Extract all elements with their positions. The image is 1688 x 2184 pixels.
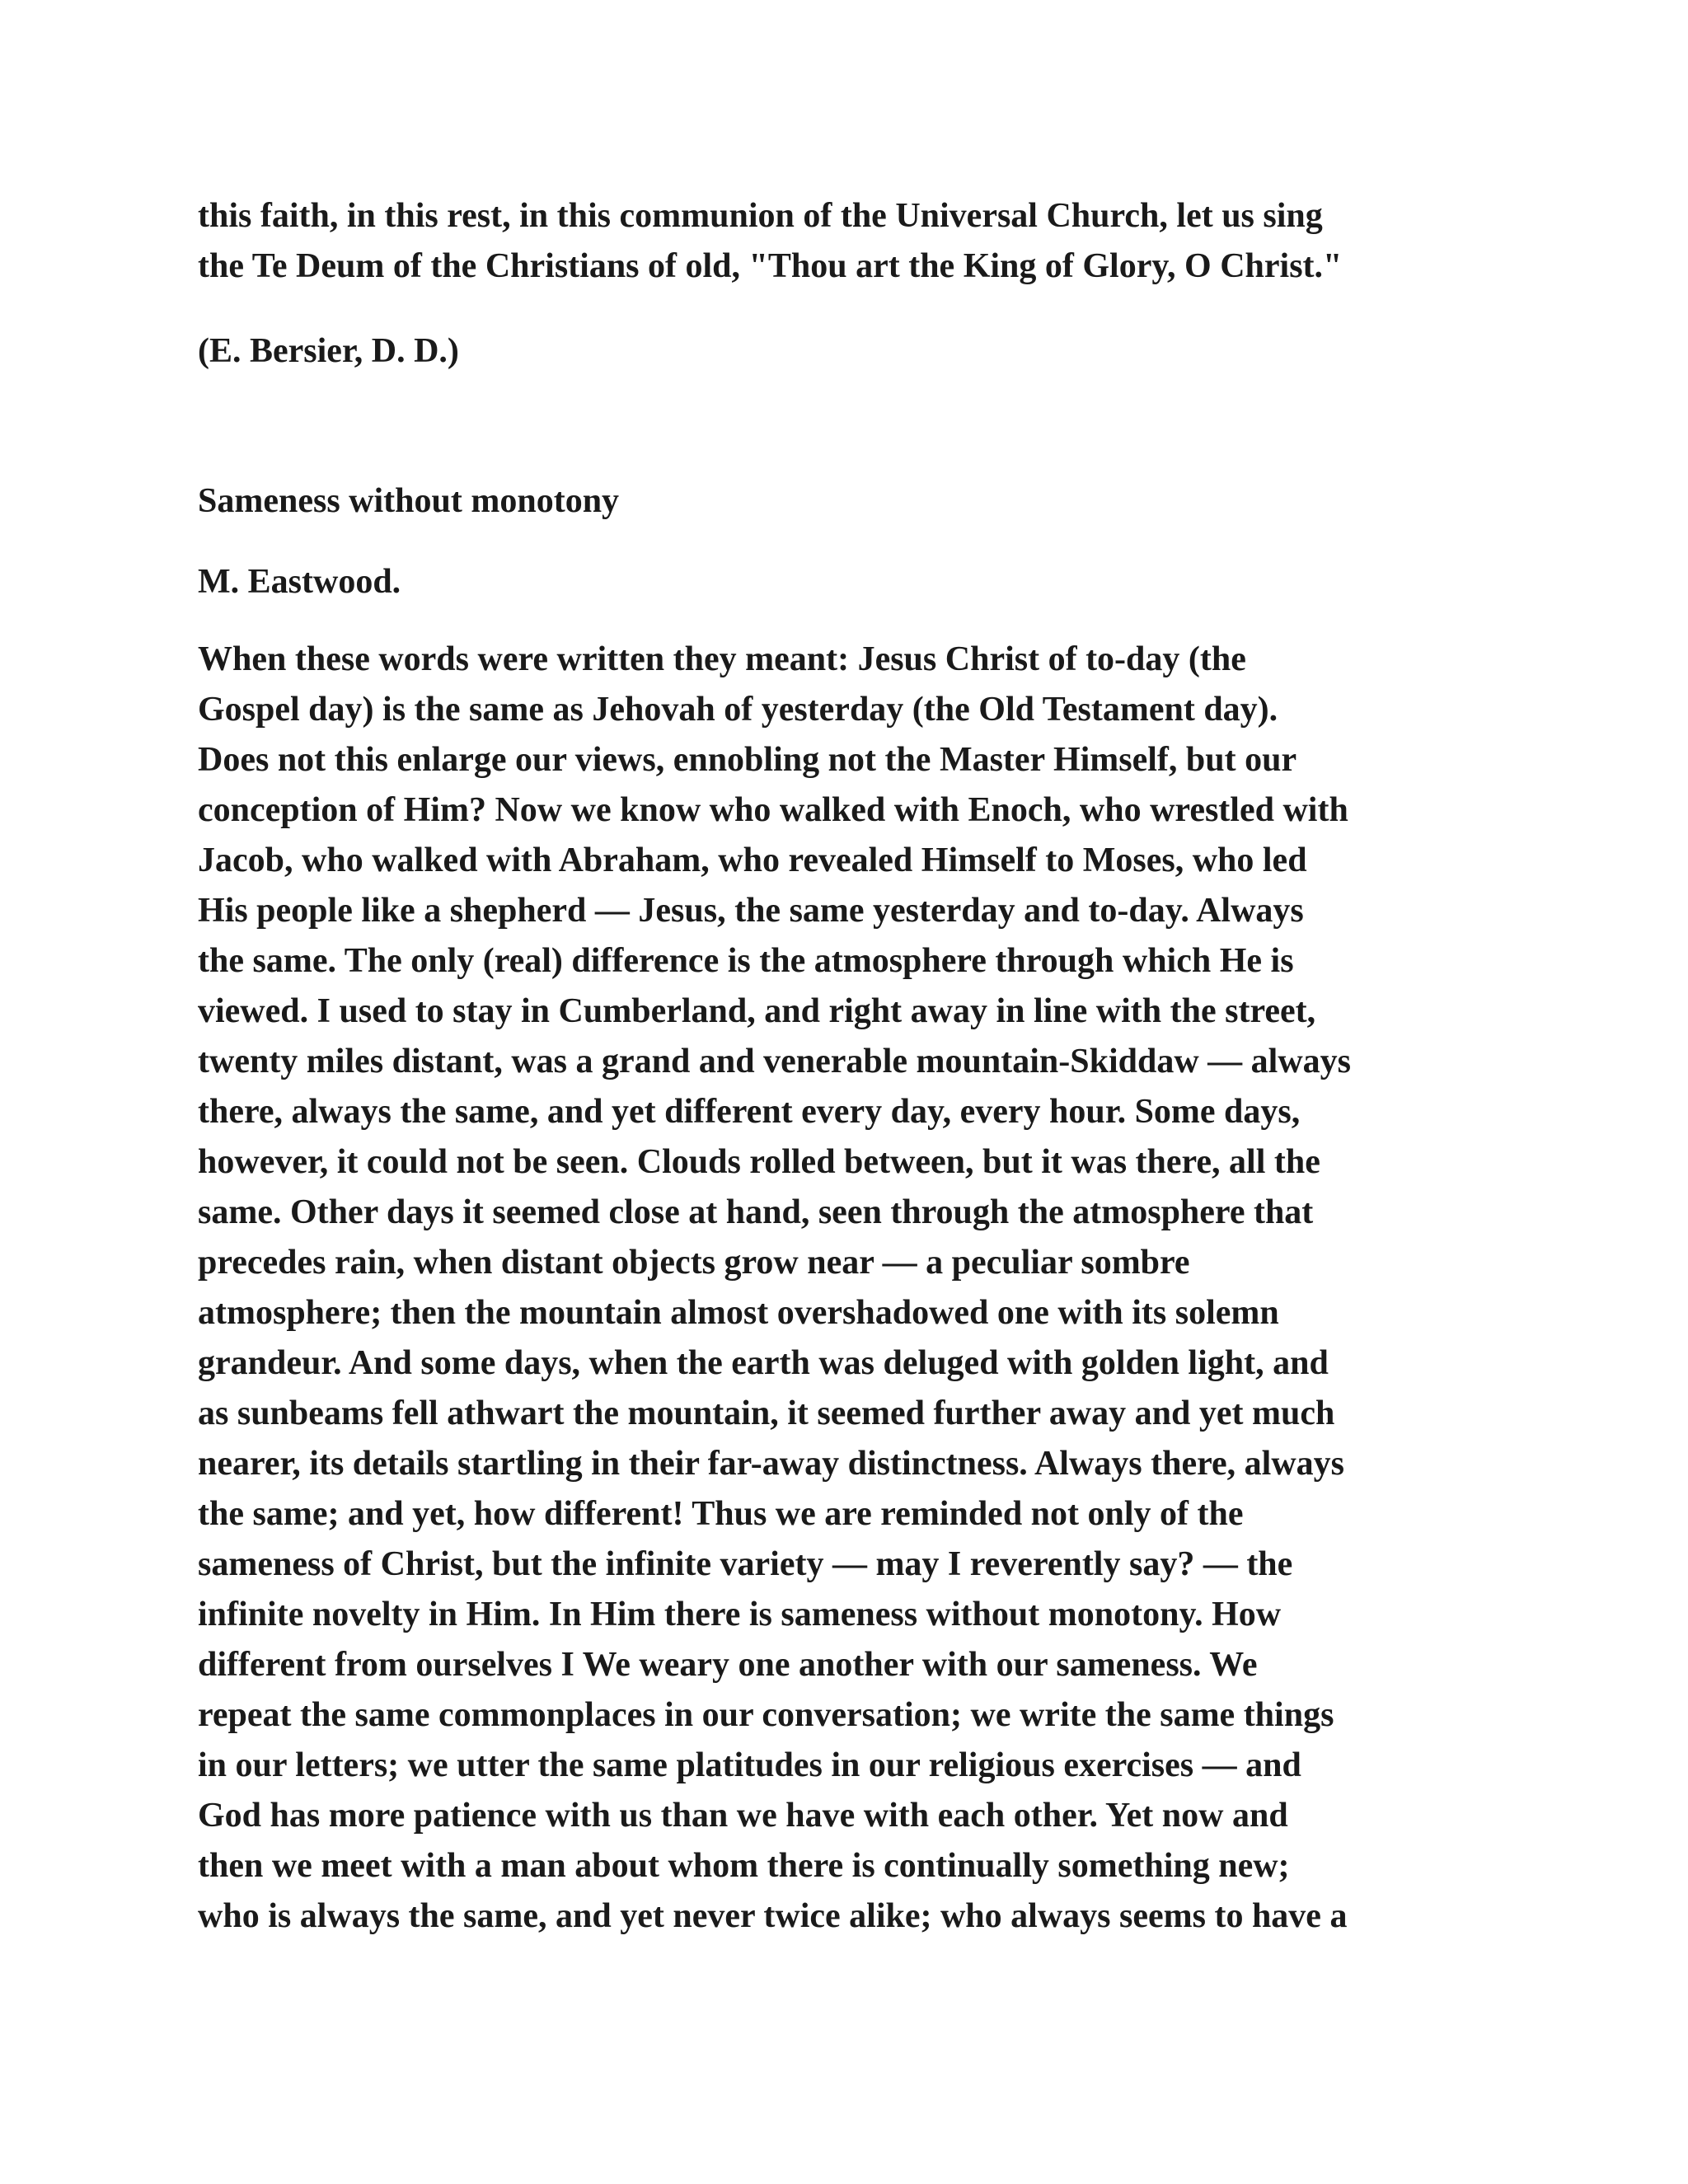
body-paragraph — [198, 635, 1500, 1942]
body-line: the same. The only (real) difference is the atmosphere through which He is — [198, 942, 1294, 980]
body-line: conception of Him? Now we know who walked with Enoch, who wrestled with — [198, 791, 1348, 829]
attribution: (E. Bersier, D. D.) — [198, 332, 459, 370]
body-line: atmosphere; then the mountain almost overshadowed one with its solemn — [198, 1294, 1279, 1332]
intro-line: this faith, in this rest, in this communion of the Universal Church, let us sing — [198, 197, 1323, 235]
body-line: however, it could not be seen. Clouds rolled between, but it was there, all the — [198, 1143, 1320, 1181]
body-line: His people like a shepherd — Jesus, the same yesterday and to-day. Always — [198, 892, 1304, 930]
section-author: M. Eastwood. — [198, 563, 401, 601]
body-line: as sunbeams fell athwart the mountain, it seemed further away and yet much — [198, 1394, 1335, 1432]
body-line: Jacob, who walked with Abraham, who revealed Himself to Moses, who led — [198, 841, 1307, 879]
body-line: viewed. I used to stay in Cumberland, and right away in line with the street, — [198, 992, 1316, 1030]
body-line: God has more patience with us than we have with each other. Yet now and — [198, 1797, 1288, 1835]
body-line: in our letters; we utter the same platitudes in our religious exercises — and — [198, 1746, 1301, 1784]
body-line: the same; and yet, how different! Thus we are reminded not only of the — [198, 1495, 1244, 1533]
body-line: who is always the same, and yet never twice alike; who always seems to have a — [198, 1897, 1348, 1935]
body-line: When these words were written they meant: Jesus Christ of to-day (the — [198, 640, 1246, 678]
body-line: Gospel day) is the same as Jehovah of yesterday (the Old Testament day). — [198, 691, 1278, 729]
body-line: there, always the same, and yet different every day, every hour. Some days, — [198, 1093, 1301, 1131]
intro-paragraph — [198, 191, 1500, 292]
body-line: same. Other days it seemed close at hand, seen through the atmosphere that — [198, 1193, 1314, 1231]
body-line: different from ourselves I We weary one another with our sameness. We — [198, 1646, 1258, 1684]
body-line: infinite novelty in Him. In Him there is sameness without monotony. How — [198, 1596, 1282, 1633]
body-line: grandeur. And some days, when the earth was deluged with golden light, and — [198, 1344, 1329, 1382]
body-line: precedes rain, when distant objects grow near — a peculiar sombre — [198, 1244, 1190, 1282]
body-line: twenty miles distant, was a grand and venerable mountain-Skiddaw — always — [198, 1043, 1352, 1080]
body-line: Does not this enlarge our views, ennobling not the Master Himself, but our — [198, 741, 1297, 779]
body-line: repeat the same commonplaces in our conversation; we write the same things — [198, 1696, 1334, 1734]
body-line: then we meet with a man about whom there is continually something new; — [198, 1847, 1290, 1885]
section-heading: Sameness without monotony — [198, 482, 620, 520]
intro-line: the Te Deum of the Christians of old, "Thou art the King of Glory, O Christ." — [198, 247, 1343, 285]
body-line: nearer, its details startling in their far-away distinctness. Always there, always — [198, 1445, 1345, 1483]
body-line: sameness of Christ, but the infinite variety — may I reverently say? — the — [198, 1545, 1293, 1583]
